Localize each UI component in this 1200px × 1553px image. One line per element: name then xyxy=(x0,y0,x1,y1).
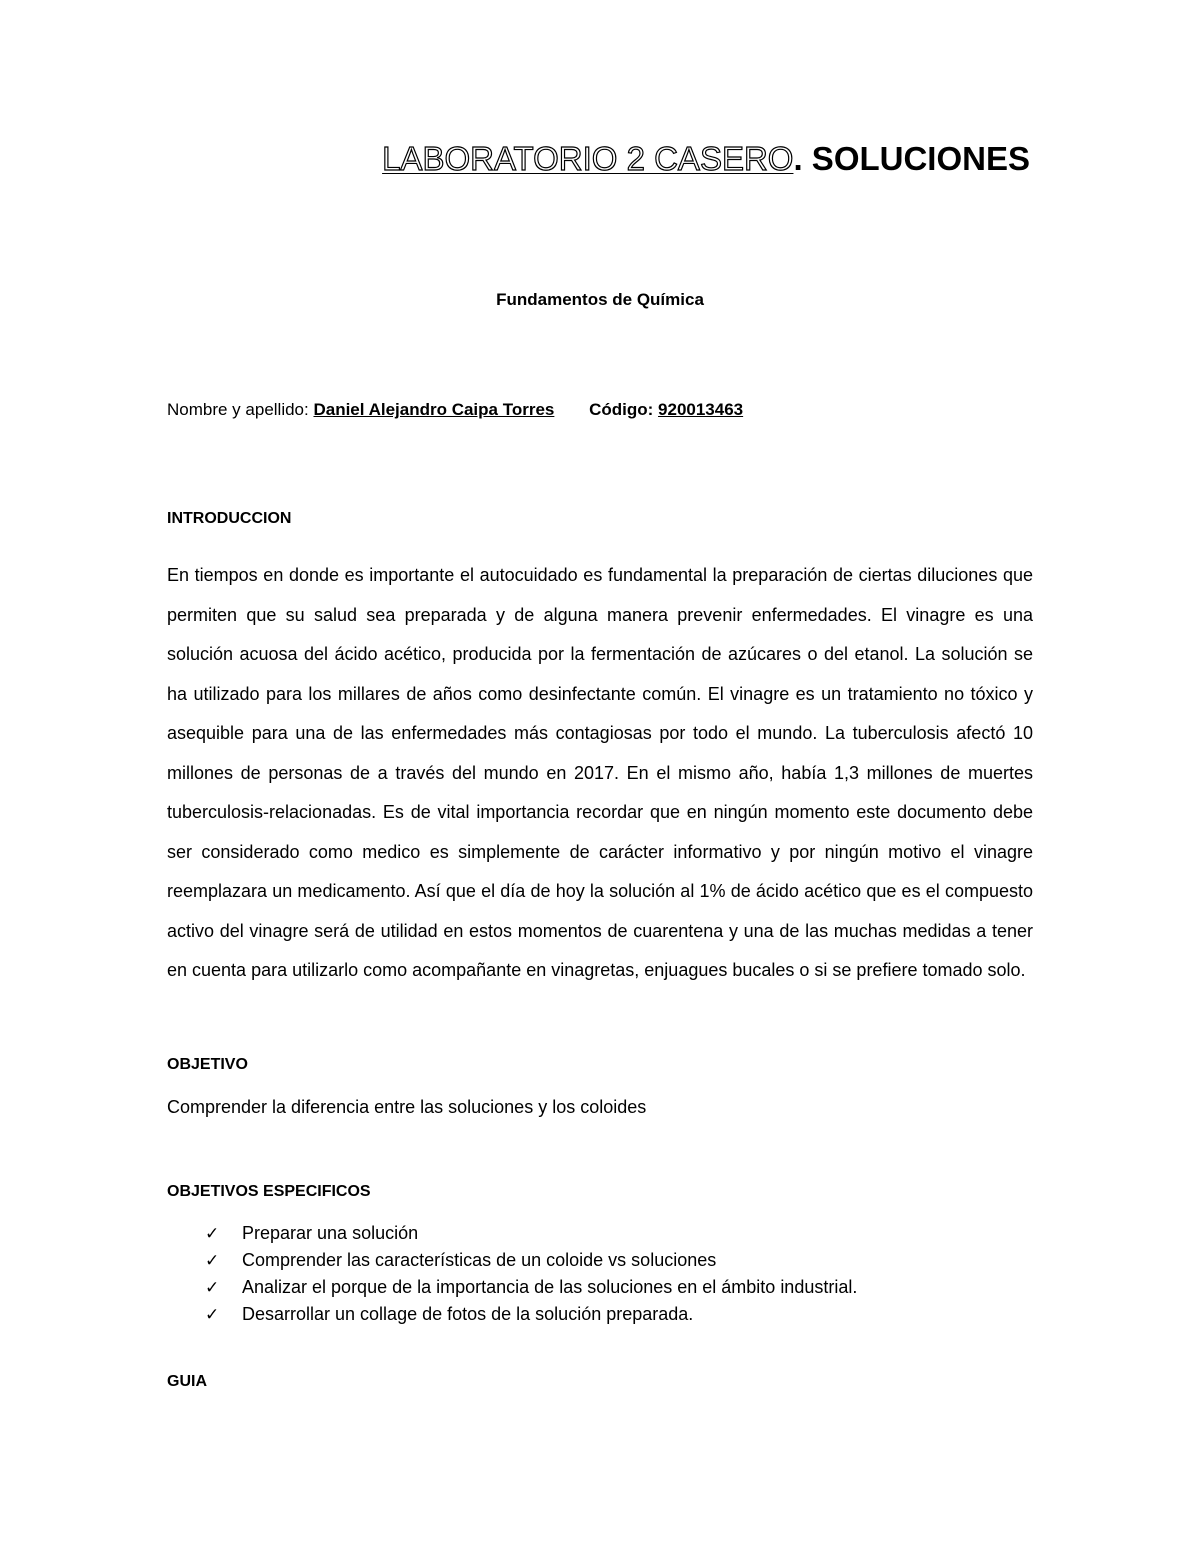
list-item xyxy=(205,1301,857,1328)
checkmark-icon: ✓ xyxy=(205,1278,220,1297)
course-subtitle: Fundamentos de Química xyxy=(496,290,704,309)
list-item xyxy=(205,1274,857,1301)
document-title xyxy=(382,140,1030,178)
intro-paragraph: En tiempos en donde es importante el autocuidado es fundamental la preparación de ciertas diluciones que permiten que su salud sea preparada y de alguna manera prevenir enfermedades. El vinagre es una solución acuosa del ácido acético, producida por la fermentación de azúcares o del etanol. La solución se ha utilizado para los millares de años como desinfectante común. El vinagre es un tratamiento no tóxico y asequible para una de las enfermedades más contagiosas por todo el mundo. La tuberculosis afectó 10 millones de personas de a través del mundo en 2017. En el mismo año, había 1,3 millones de muertes tuberculosis-relacionadas. Es de vital importancia recordar que en ningún momento este documento debe ser considerado como medico es simplemente de carácter informativo y por ningún motivo el vinagre reemplazara un medicamento. Así que el día de hoy la solución al 1% de ácido acético que es el compuesto activo del vinagre será de utilidad en estos momentos de cuarentena y una de las muchas medidas a tener en cuenta para utilizarlo como acompañante en vinagretas, enjuagues bucales o si se prefiere tomado solo. xyxy=(167,565,1033,980)
objective-heading: OBJETIVO xyxy=(167,1056,248,1073)
name-label: Nombre y apellido: xyxy=(167,400,314,419)
list-item-text: Comprender las características de un coloide vs soluciones xyxy=(242,1250,717,1270)
list-item-text: Analizar el porque de la importancia de las soluciones en el ámbito industrial. xyxy=(242,1277,858,1297)
title-suffix: . SOLUCIONES xyxy=(793,140,1030,177)
checkmark-icon: ✓ xyxy=(205,1224,220,1243)
code-label: Código: xyxy=(589,400,659,419)
intro-heading: INTRODUCCION xyxy=(167,510,292,527)
checkmark-icon: ✓ xyxy=(205,1305,220,1324)
student-info xyxy=(167,400,743,420)
code-value: 920013463 xyxy=(658,400,744,419)
objective-text: Comprender la diferencia entre las soluciones y los coloides xyxy=(167,1097,647,1117)
guide-heading: GUIA xyxy=(167,1373,207,1390)
list-item xyxy=(205,1247,857,1274)
specific-objectives-heading: OBJETIVOS ESPECIFICOS xyxy=(167,1183,371,1200)
list-item-text: Preparar una solución xyxy=(242,1223,419,1243)
checkmark-icon: ✓ xyxy=(205,1251,220,1270)
specific-objectives-list xyxy=(205,1220,857,1328)
name-value: Daniel Alejandro Caipa Torres xyxy=(313,400,555,419)
list-item-text: Desarrollar un collage de fotos de la solución preparada. xyxy=(242,1304,694,1324)
title-main: LABORATORIO 2 CASERO xyxy=(382,140,794,177)
list-item xyxy=(205,1220,857,1247)
